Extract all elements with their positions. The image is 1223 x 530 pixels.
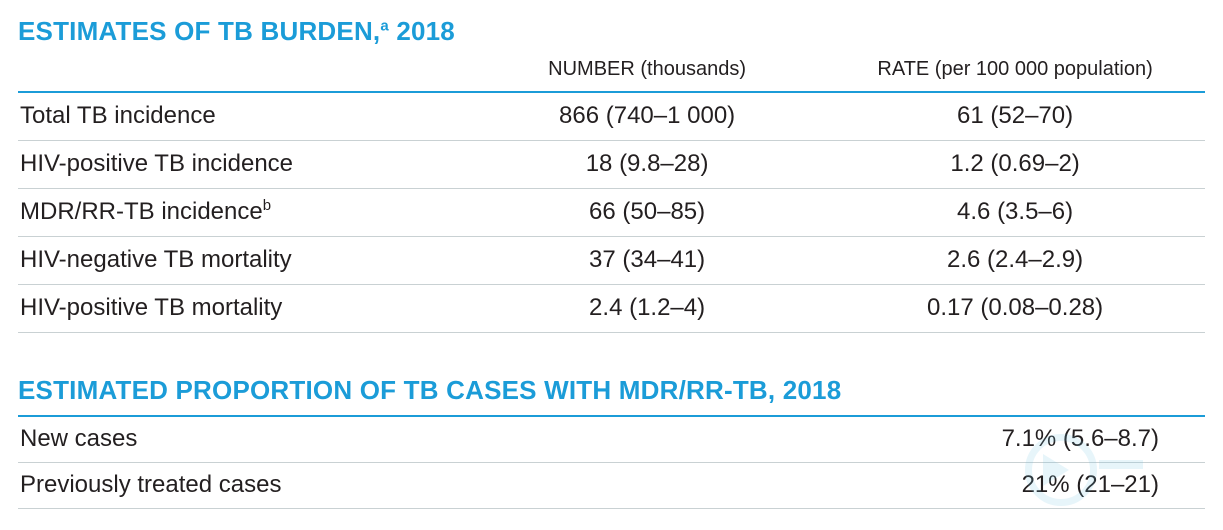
row-label: Previously treated cases bbox=[18, 463, 873, 509]
row-label-text: HIV-negative TB mortality bbox=[20, 246, 292, 273]
row-label-text: Total TB incidence bbox=[20, 102, 216, 129]
row-label bbox=[18, 285, 469, 333]
estimated-proportion-title: ESTIMATED PROPORTION OF TB CASES WITH MDR/RR-TB, 2018 bbox=[18, 375, 842, 405]
row-rate-value: 0.17 (0.08–0.28) bbox=[825, 285, 1205, 333]
row-label: New cases bbox=[18, 416, 873, 463]
table-row bbox=[18, 463, 1205, 509]
row-label-text: HIV-positive TB mortality bbox=[20, 294, 283, 321]
table-row bbox=[18, 141, 1205, 189]
tb-burden-table bbox=[18, 56, 1205, 333]
row-number-value: 66 (50–85) bbox=[469, 189, 825, 237]
table-row bbox=[18, 189, 1205, 237]
burden-title-footnote-marker: a bbox=[380, 17, 389, 35]
table-row bbox=[18, 237, 1205, 285]
row-label-footnote-marker: b bbox=[262, 197, 272, 214]
section-spacer bbox=[18, 333, 1205, 359]
row-number-value: 18 (9.8–28) bbox=[469, 141, 825, 189]
row-label-text: MDR/RR-TB incidence bbox=[20, 198, 263, 225]
row-number-value: 2.4 (1.2–4) bbox=[469, 285, 825, 333]
table-row bbox=[18, 92, 1205, 141]
row-rate-value: 61 (52–70) bbox=[825, 92, 1205, 141]
row-rate-value: 4.6 (3.5–6) bbox=[825, 189, 1205, 237]
row-label bbox=[18, 237, 469, 285]
row-label bbox=[18, 141, 469, 189]
burden-title-year: 2018 bbox=[388, 16, 455, 46]
table-header-row bbox=[18, 56, 1205, 92]
row-number-value: 37 (34–41) bbox=[469, 237, 825, 285]
row-rate-value: 1.2 (0.69–2) bbox=[825, 141, 1205, 189]
tb-burden-table-body bbox=[18, 92, 1205, 333]
row-rate-value: 2.6 (2.4–2.9) bbox=[825, 237, 1205, 285]
mdr-rr-proportion-table-body bbox=[18, 416, 1205, 509]
estimates-of-tb-burden-title bbox=[18, 0, 1205, 56]
burden-title-text: ESTIMATES OF TB BURDEN, bbox=[18, 16, 381, 46]
table-row bbox=[18, 416, 1205, 463]
row-label-text: HIV-positive TB incidence bbox=[20, 150, 294, 177]
column-header-rate: RATE (per 100 000 population) bbox=[825, 56, 1205, 92]
column-header-number: NUMBER (thousands) bbox=[469, 56, 825, 92]
row-label bbox=[18, 189, 469, 237]
table-row bbox=[18, 285, 1205, 333]
row-value: 7.1% (5.6–8.7) bbox=[873, 416, 1205, 463]
mdr-rr-proportion-table bbox=[18, 415, 1205, 509]
column-header-blank bbox=[18, 56, 469, 92]
row-label bbox=[18, 92, 469, 141]
tb-burden-table-head bbox=[18, 56, 1205, 92]
row-value: 21% (21–21) bbox=[873, 463, 1205, 509]
row-number-value: 866 (740–1 000) bbox=[469, 92, 825, 141]
